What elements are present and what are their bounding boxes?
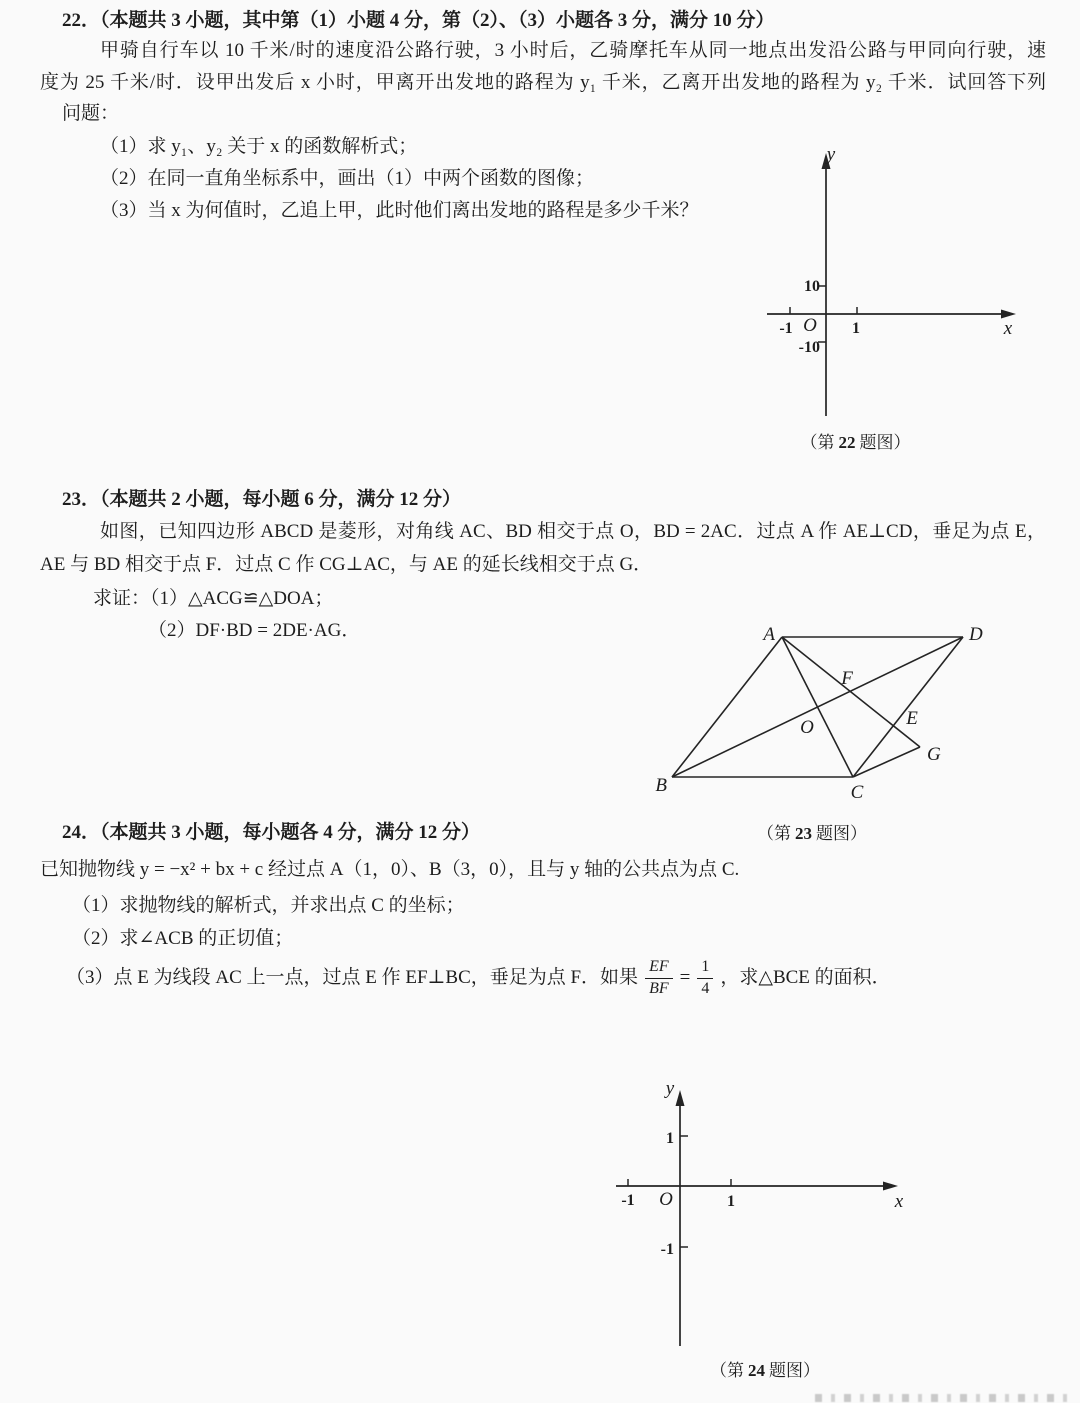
fig22-tick-label-neg10: -10 xyxy=(798,339,820,356)
fig23-label-G: G xyxy=(927,744,941,765)
p23-body-line1: 如图，已知四边形 ABCD 是菱形，对角线 AC、BD 相交于点 O，BD = 2AC．过点 A 作 AE⊥CD，垂足为点 E， xyxy=(100,521,1046,542)
fig22-x-axis-label: x xyxy=(1003,318,1013,339)
fig24-tick-label-x1: 1 xyxy=(727,1193,735,1210)
p22-item-1: （1）求 y₁、y₂ 关于 x 的函数解析式； xyxy=(100,136,418,157)
fig22-origin-label: O xyxy=(803,315,817,336)
fig22-tick-label-1: 1 xyxy=(852,320,860,337)
fig23-diagonal-BD xyxy=(672,637,963,777)
fig24-origin-label: O xyxy=(659,1189,673,1210)
p22-item-3: （3）当 x 为何值时，乙追上甲，此时他们离出发地的路程是多少千米？ xyxy=(100,200,699,221)
p24-item3-suffix: ，求△BCE 的面积． xyxy=(720,967,891,988)
p23-figure-caption xyxy=(756,819,868,844)
p22-body-line2: 度为 25 千米/时．设甲出发后 x 小时，甲离开出发地的路程为 y₁ 千米，乙离开出发地的路程为 y₂ 千米．试回答下列 xyxy=(40,72,1046,93)
fig23-label-A: A xyxy=(763,624,775,645)
p22-item-2: （2）在同一直角坐标系中，画出（1）中两个函数的图像； xyxy=(100,168,595,189)
p24-item3-equals: = xyxy=(679,967,691,988)
p23-prove-line2: （2）DF·BD = 2DE·AG． xyxy=(148,620,361,641)
p24-figure-caption xyxy=(709,1356,821,1381)
p22-caption-suffix: 题图） xyxy=(859,433,911,452)
p24-item-3 xyxy=(66,950,891,1006)
p24-header: 24．（本题共 3 小题，每小题各 4 分，满分 12 分） xyxy=(62,822,481,843)
fig22-y-axis-label: y xyxy=(826,144,836,165)
fig24-tick-label-yneg1: -1 xyxy=(660,1241,674,1258)
fig23-label-O: O xyxy=(800,717,814,738)
p23-caption-number: 23 xyxy=(795,824,812,843)
fig23-label-B: B xyxy=(655,775,667,796)
p23-caption-prefix: （第 xyxy=(757,824,791,843)
fig23-label-E: E xyxy=(906,708,918,729)
p22-header: 22．（本题共 3 小题，其中第（1）小题 4 分，第（2）、（3）小题各 3 分，满分 10 分） xyxy=(62,10,775,31)
p24-item3-prefix: （3）点 E 为线段 AC 上一点，过点 E 作 EF⊥BC，垂足为点 F．如果 xyxy=(66,967,639,988)
fig24-y-axis-arrowhead-icon xyxy=(676,1090,685,1106)
p24-frac1-numerator: EF xyxy=(645,958,673,978)
fig23-label-C: C xyxy=(850,782,864,803)
p24-item3-fraction-1-4 xyxy=(697,958,713,998)
p23-caption-suffix: 题图） xyxy=(816,824,867,843)
fig24-tick-label-y1: 1 xyxy=(666,1130,674,1147)
p22-caption-number: 22 xyxy=(838,433,856,452)
fig23-label-F: F xyxy=(841,668,853,689)
p24-item-2: （2）求∠ACB 的正切值； xyxy=(72,928,294,949)
fig23-line-CG xyxy=(853,747,920,777)
fig24-x-axis-label: x xyxy=(894,1191,904,1212)
p24-caption-suffix: 题图） xyxy=(769,1361,820,1380)
fig22-tick-label-10: 10 xyxy=(804,278,820,295)
fig24-tick-label-xneg1: -1 xyxy=(621,1192,635,1209)
p24-frac2-numerator: 1 xyxy=(697,958,713,978)
p24-item-1: （1）求抛物线的解析式，并求出点 C 的坐标； xyxy=(72,895,465,916)
p22-body-line3: 问题： xyxy=(62,103,120,124)
cutoff-text-fragment xyxy=(815,1394,1070,1402)
p23-prove-line1: 求证：（1）△ACG≌△DOA； xyxy=(93,588,334,609)
fig23-side-AB xyxy=(672,637,782,777)
fig22-tick-label-neg1: -1 xyxy=(779,320,793,337)
p24-figure-axes xyxy=(600,1073,920,1359)
p23-header: 23．（本题共 2 小题，每小题 6 分，满分 12 分） xyxy=(62,489,462,510)
p24-caption-prefix: （第 xyxy=(710,1361,744,1380)
p23-figure-rhombus xyxy=(635,610,995,815)
p24-frac1-denominator: BF xyxy=(649,979,669,997)
p22-caption-prefix: （第 xyxy=(800,433,835,452)
p22-figure-axes xyxy=(740,140,1060,432)
p24-body-line1: 已知抛物线 y = −x² + bx + c 经过点 A（1，0）、B（3，0），且与 y 轴的公共点为点 C. xyxy=(40,859,740,880)
fig23-label-D: D xyxy=(969,624,983,645)
p22-figure-caption xyxy=(788,428,923,453)
p24-frac2-denominator: 4 xyxy=(701,979,710,997)
p22-body-line1: 甲骑自行车以 10 千米/时的速度沿公路行驶，3 小时后，乙骑摩托车从同一地点出发沿公路与甲同向行驶，速 xyxy=(100,40,1046,61)
p24-item3-fraction-EF-BF xyxy=(645,958,673,998)
p24-caption-number: 24 xyxy=(748,1361,765,1380)
fig24-x-axis-arrowhead-icon xyxy=(883,1182,898,1191)
fig24-y-axis-label: y xyxy=(665,1078,675,1099)
p23-body-line2: AE 与 BD 相交于点 F．过点 C 作 CG⊥AC，与 AE 的延长线相交于点 G． xyxy=(40,554,653,575)
